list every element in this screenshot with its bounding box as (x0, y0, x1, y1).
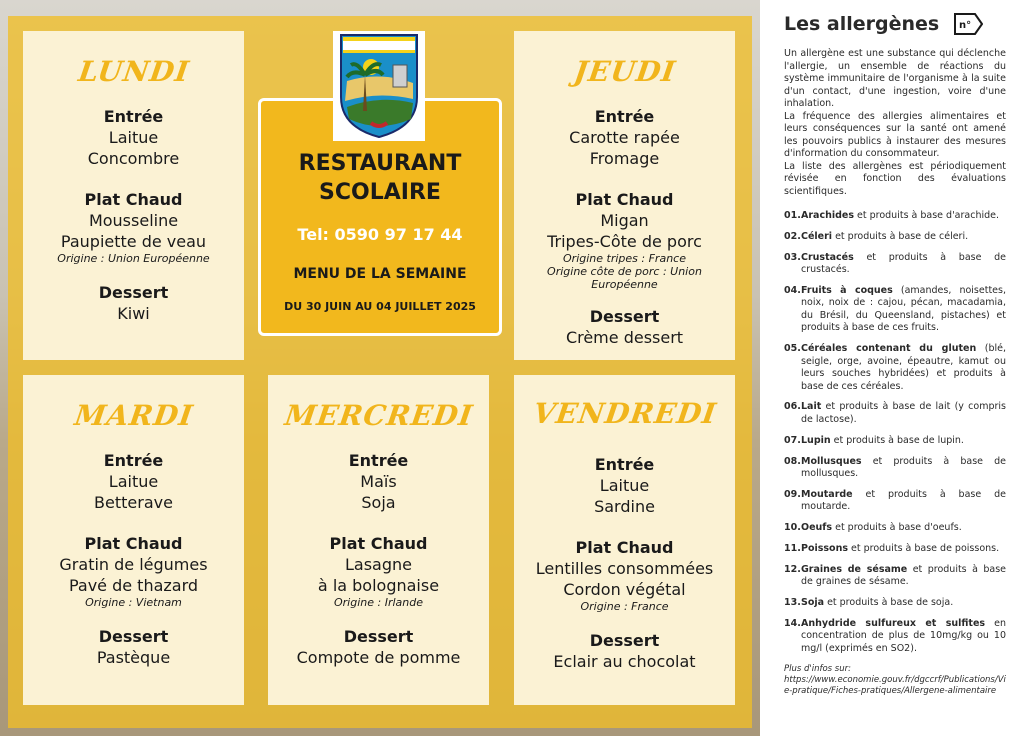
allergen-name: Lait (801, 401, 822, 413)
dessert-label: Dessert (589, 307, 660, 326)
allergen-name: Moutarde (801, 488, 853, 500)
day-title: MARDI (72, 399, 196, 432)
allergen-description: et produits à base d'arachide. (854, 210, 1000, 221)
allergen-number: 14. (784, 617, 801, 629)
n-arrow-icon (953, 12, 983, 36)
allergen-description: et produits à base de lupin. (830, 434, 964, 446)
day-card-lundi (23, 31, 244, 360)
day-card-mardi (23, 375, 244, 705)
allergen-name: Céleri (801, 230, 833, 242)
allergen-text (801, 597, 953, 610)
plat-item: Lasagne (345, 555, 412, 574)
allergen-description: (amandes, noisettes, noix, noix de : cajou, pécan, macadamia, du Brésil, du Queensland, pistaches) et produits à base de ces fruits. (801, 284, 1006, 334)
dessert-label: Dessert (98, 283, 169, 302)
dessert-item: Crème dessert (565, 328, 684, 347)
allergen-description: et produits à base de lait (y compris de lactose). (801, 401, 1006, 425)
allergen-number: 04. (784, 284, 801, 296)
allergen-item (784, 210, 1006, 223)
allergen-name: Arachides (801, 210, 854, 221)
allergen-name: Céréales contenant du gluten (801, 343, 977, 355)
intro-paragraph: La liste des allergènes est périodiquement révisée en fonction des évaluations scientifiques. (784, 160, 1006, 197)
plat-label: Plat Chaud (84, 190, 183, 209)
origin-note: Origine : Irlande (334, 596, 423, 609)
more-info-label: Plus d'infos sur: (784, 663, 851, 674)
dessert-item: Pastèque (96, 648, 171, 667)
plat-label: Plat Chaud (84, 534, 183, 553)
allergen-item (784, 618, 1006, 656)
plat-item: Paupiette de veau (60, 232, 207, 251)
allergens-header (784, 12, 1006, 36)
allergens-panel (760, 0, 1030, 736)
allergen-number: 09. (784, 488, 801, 500)
origin-note: Origine : Union Européenne (57, 252, 210, 265)
allergen-description: (blé, seigle, orge, avoine, épeautre, kamut ou leurs souches hybridées) et produits à base de ces céréales. (801, 343, 1006, 392)
day-card-mercredi (268, 375, 489, 705)
plat-item: Lentilles consommées (535, 559, 714, 578)
allergen-item (784, 252, 1006, 277)
allergen-text (801, 343, 1006, 393)
day-card-vendredi (514, 375, 735, 705)
allergen-number: 02. (784, 230, 801, 242)
dessert-label: Dessert (589, 631, 660, 650)
entree-label: Entrée (594, 107, 655, 126)
allergen-text (801, 543, 999, 556)
entree-label: Entrée (103, 451, 164, 470)
entree-item: Laitue (599, 476, 650, 495)
allergen-item (784, 435, 1006, 448)
plat-item: Migan (600, 211, 649, 230)
allergen-description: et produits à base de soja. (824, 597, 954, 609)
day-card-jeudi (514, 31, 735, 360)
dessert-item: Compote de pomme (296, 648, 461, 667)
allergen-number: 05. (784, 343, 801, 355)
allergen-item (784, 564, 1006, 589)
allergen-text (801, 231, 968, 244)
allergen-description: et produits à base d'oeufs. (832, 522, 962, 534)
intro-paragraph: La fréquence des allergies alimentaires et leurs conséquences sur la santé ont amené les pouvoirs publics à instaurer des mesures d'information du consommateur. (784, 110, 1006, 159)
plat-item: à la bolognaise (317, 576, 440, 595)
week-menu-label: MENU DE LA SEMAINE (293, 266, 467, 282)
allergen-name: Fruits à coques (801, 284, 893, 296)
allergen-item (784, 285, 1006, 335)
allergen-name: Soja (801, 597, 825, 609)
allergen-item (784, 231, 1006, 244)
allergen-text (801, 522, 962, 535)
day-title: LUNDI (76, 55, 192, 88)
more-info-link[interactable]: https://www.economie.gouv.fr/dgccrf/Publications/Vie-pratique/Fiches-pratiques/Allergene-alimentaire (784, 674, 1006, 696)
town-logo (333, 31, 425, 141)
allergen-text (801, 210, 999, 223)
plat-item: Gratin de légumes (59, 555, 208, 574)
allergen-name: Poissons (801, 542, 848, 554)
entree-item: Maïs (360, 472, 397, 491)
entree-item: Carotte rapée (569, 128, 680, 147)
allergen-description: et produits à base de céleri. (832, 230, 969, 242)
allergen-description: et produits à base de graines de sésame. (801, 563, 1006, 588)
allergen-text (801, 618, 1006, 656)
day-title: VENDREDI (531, 397, 719, 430)
allergen-number: 06. (784, 401, 801, 413)
allergen-item (784, 456, 1006, 481)
allergen-description: en concentration de plus de 10mg/kg ou 10 mg/l (exprimés en SO2). (801, 617, 1006, 654)
allergen-number: 03. (784, 251, 801, 263)
allergen-text (801, 456, 1006, 481)
allergen-description: et produits à base de moutarde. (801, 488, 1006, 513)
allergen-text (801, 564, 1006, 589)
plat-label: Plat Chaud (329, 534, 428, 553)
allergen-number: 08. (784, 455, 801, 467)
allergen-item (784, 522, 1006, 535)
allergen-description: et produits à base de poissons. (848, 542, 1000, 554)
allergen-name: Oeufs (801, 522, 833, 534)
origin-note: Origine : Vietnam (85, 596, 182, 609)
allergen-number: 01. (784, 210, 801, 221)
allergen-item (784, 343, 1006, 393)
plat-item: Pavé de thazard (68, 576, 199, 595)
plat-item: Tripes-Côte de porc (547, 232, 702, 251)
allergen-item (784, 489, 1006, 514)
entree-label: Entrée (348, 451, 409, 470)
phone-number: Tel: 0590 97 17 44 (297, 225, 463, 244)
allergen-item (784, 597, 1006, 610)
allergen-name: Graines de sésame (801, 563, 908, 575)
allergen-description: et produits à base de crustacés. (801, 251, 1006, 276)
entree-item: Betterave (94, 493, 173, 512)
plat-label: Plat Chaud (575, 538, 674, 557)
allergen-item (784, 543, 1006, 556)
dessert-item: Eclair au chocolat (553, 652, 696, 671)
allergen-description: et produits à base de mollusques. (801, 455, 1006, 480)
allergen-text (801, 285, 1006, 335)
plat-label: Plat Chaud (575, 190, 674, 209)
entree-item: Laitue (108, 128, 159, 147)
allergen-number: 11. (784, 542, 801, 554)
allergens-intro (784, 48, 1006, 198)
allergen-number: 10. (784, 522, 801, 534)
plat-item: Mousseline (88, 211, 179, 230)
dessert-item: Kiwi (117, 304, 150, 323)
allergen-text (801, 489, 1006, 514)
entree-item: Sardine (594, 497, 655, 516)
allergen-name: Lupin (801, 434, 831, 446)
entree-item: Laitue (108, 472, 159, 491)
allergen-text (801, 401, 1006, 426)
entree-item: Soja (361, 493, 396, 512)
allergen-number: 07. (784, 434, 801, 446)
entree-label: Entrée (103, 107, 164, 126)
restaurant-title-line2: SCOLAIRE (319, 180, 441, 205)
entree-item: Fromage (589, 149, 660, 168)
entree-item: Concombre (87, 149, 180, 168)
allergen-number: 12. (784, 563, 801, 575)
allergen-name: Mollusques (801, 455, 862, 467)
intro-paragraph: Un allergène est une substance qui déclenche l'allergie, un ensemble de réactions du système immunitaire de l'organisme à la suite d'un contact, d'une ingestion, voire d'une inhalation. (784, 48, 1006, 109)
restaurant-title-line1: RESTAURANT (298, 151, 462, 176)
dessert-label: Dessert (98, 627, 169, 646)
icon-text: n° (959, 20, 972, 31)
allergen-number: 13. (784, 597, 801, 609)
dessert-label: Dessert (343, 627, 414, 646)
origin-note: Origine : France (580, 600, 669, 613)
origin-note: Origine côte de porc : Union Européenne (547, 265, 702, 291)
origin-note: Origine tripes : France (563, 252, 686, 265)
allergens-title: Les allergènes (784, 13, 940, 35)
allergen-item (784, 401, 1006, 426)
week-dates: DU 30 JUIN AU 04 JUILLET 2025 (284, 300, 476, 313)
day-title: JEUDI (571, 55, 678, 88)
plat-item: Cordon végétal (563, 580, 686, 599)
day-title: MERCREDI (282, 399, 476, 432)
allergen-name: Crustacés (801, 251, 854, 263)
entree-label: Entrée (594, 455, 655, 474)
allergens-list (784, 210, 1006, 655)
more-info (784, 664, 1006, 697)
logo-image (333, 31, 425, 141)
allergen-text (801, 252, 1006, 277)
allergen-name: Anhydride sulfureux et sulfites (801, 617, 986, 629)
allergen-text (801, 435, 964, 448)
